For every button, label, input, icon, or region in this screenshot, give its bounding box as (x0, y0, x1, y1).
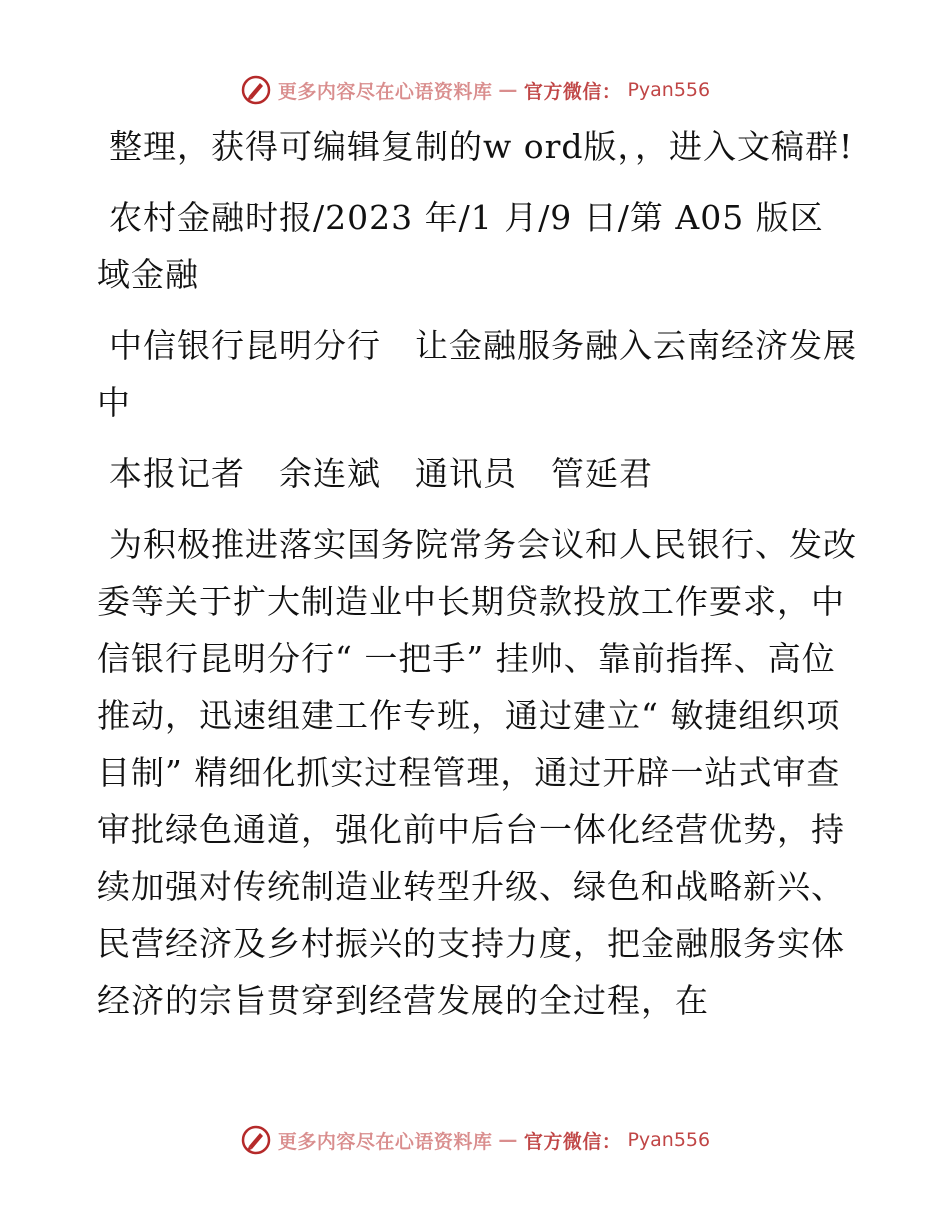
watermark-site-text: 更多内容尽在心语资料库 (277, 1130, 493, 1153)
intro-paragraph: 整理，获得可编辑复制的w ord版，，进入文稿群! (109, 127, 854, 166)
watermark-site-text: 更多内容尽在心语资料库 (277, 80, 493, 103)
article-title: 中信银行昆明分行 让金融服务融入云南经济发展中 (97, 326, 857, 422)
watermark-wechat-label: 官方微信： (523, 80, 622, 103)
header-watermark (0, 70, 950, 110)
byline: 本报记者 余连斌 通讯员 管延君 (109, 454, 653, 493)
footer-watermark (0, 1120, 950, 1160)
watermark-dash: — (498, 79, 518, 101)
body-paragraph: 为积极推进落实国务院常务会议和人民银行、发改委等关于扩大制造业中长期贷款投放工作要求，中信银行昆明分行“ 一把手” 挂帅、靠前指挥、高位推动，迅速组建工作专班，通过建立“ 敏捷组织项目制” 精细化抓实过程管理，通过开辟一站式审查审批绿色通道，强化前中后台一体化经营优势，持续加强对传统制造业转型升级、绿色和战略新兴、民营经济及乡村振兴的支持力度，把金融服务实体经济的宗旨贯穿到经营发展的全过程，在 (97, 525, 857, 1020)
watermark-dash: — (498, 1129, 518, 1151)
pen-logo-icon (240, 74, 272, 106)
pen-logo-icon (240, 1124, 272, 1156)
watermark-wechat-id: Pyan556 (627, 1129, 711, 1151)
watermark-wechat-label: 官方微信： (523, 1130, 622, 1153)
document-body (97, 118, 857, 1043)
watermark-wechat-id: Pyan556 (627, 79, 711, 101)
source-line: 农村金融时报/2023 年/1 月/9 日/第 A05 版区域金融 (97, 198, 824, 294)
